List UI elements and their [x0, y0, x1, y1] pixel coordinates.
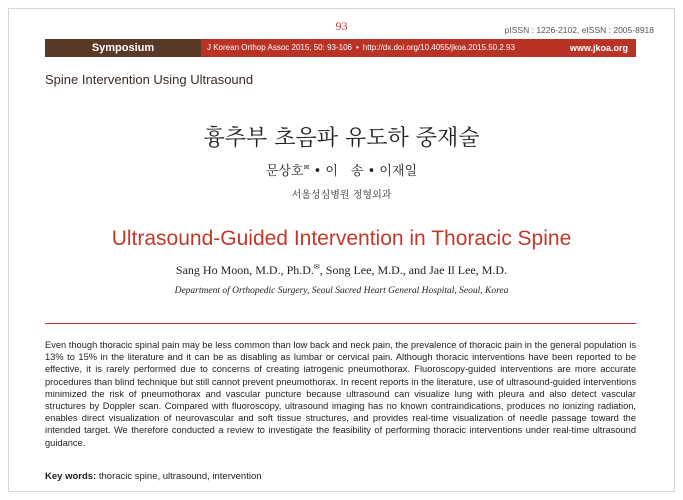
- keywords: [45, 471, 636, 482]
- korean-corresponding-author: 문상호: [265, 164, 304, 179]
- korean-coauthors: • 이 송 • 이재일: [313, 164, 418, 179]
- article-page: [8, 8, 675, 492]
- issn-line: pISSN : 1226-2102, eISSN : 2005-8918: [504, 25, 654, 35]
- english-coauthors: , Song Lee, M.D., and Jae Il Lee, M.D.: [319, 263, 508, 277]
- english-affiliation: Department of Orthopedic Surgery, Seoul Sacred Heart General Hospital, Seoul, Korea: [174, 286, 509, 296]
- korean-title: 흉추부 초음파 유도하 중재술: [203, 126, 480, 151]
- korean-affiliation: 서울성심병원 정형외과: [291, 190, 392, 201]
- keywords-text: thoracic spine, ultrasound, intervention: [96, 471, 262, 482]
- divider: [45, 323, 636, 324]
- corresponding-mark-icon: ✉: [303, 163, 310, 172]
- journal-reference: J Korean Orthop Assoc 2015; 50: 93-106: [207, 43, 352, 52]
- section-label: Symposium: [45, 39, 201, 57]
- english-authors: [9, 263, 674, 278]
- abstract: Even though thoracic spinal pain may be less common than low back and neck pain, the prevalence of thoracic pain in the general population is 13% to 15% in the literature and it can be as disabling as lumbar or cervical pain. Although thoracic interventions have been reported to be effective, it is rarely performed due to concerns of creating iatrogenic pneumothorax. Fluoroscopy-guided interventions are more accurate procedures than blind technique but still cannot prevent pneumothorax. In recent reports in the literature, use of ultrasound-guided interventions minimized the risk of pneumothorax and vascular puncture because ultrasound can visualize lung with pleura and also detect vascular structures by Doppler scan. Compared with fluoroscopy, ultrasound imaging has no known contraindications, produces no ionizing radiation, enables direct visualization of neurovascular and soft tissue structures, and provides real-time visualization of needle passage toward the intended target. We therefore conducted a review to investigate the feasibility of performing thoracic interventions under real-time ultrasound guidance.: [45, 340, 636, 448]
- journal-website-link[interactable]: www.jkoa.org: [569, 43, 628, 53]
- bullet-separator: •: [355, 43, 359, 52]
- korean-authors: [9, 160, 674, 179]
- corresponding-mark-icon: ✉: [313, 263, 320, 271]
- doi-link[interactable]: http://dx.doi.org/10.4055/jkoa.2015.50.2.93: [362, 43, 515, 52]
- english-corresponding-author: Sang Ho Moon, M.D., Ph.D.: [175, 263, 314, 277]
- citation-bar: [201, 39, 636, 57]
- keywords-label: Key words:: [45, 471, 97, 482]
- page-number: 93: [335, 19, 348, 33]
- journal-banner: [45, 39, 636, 57]
- series-title: Spine Intervention Using Ultrasound: [45, 72, 254, 87]
- english-title: Ultrasound-Guided Intervention in Thoracic Spine: [111, 227, 572, 250]
